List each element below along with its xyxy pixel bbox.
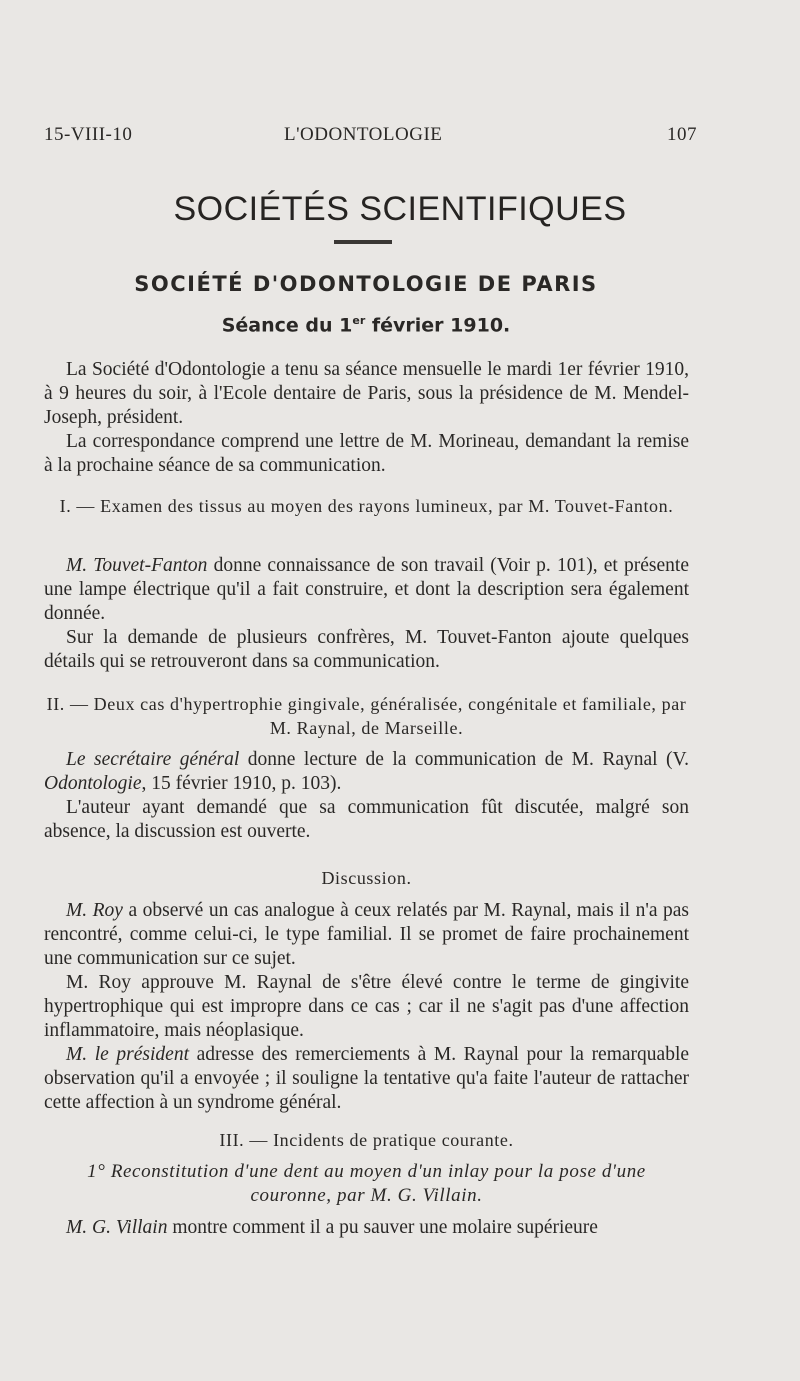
speaker-name: M. le président <box>66 1044 189 1065</box>
journal-title: L'ODONTOLOGIE <box>284 124 443 145</box>
speaker-name: M. G. Villain <box>66 1217 168 1238</box>
heading-1: I. — Examen des tissus au moyen des rayons lumineux, par M. Touvet-Fanton. <box>59 496 674 516</box>
heading-3: III. — Incidents de pratique courante. <box>219 1130 514 1150</box>
issue-date: 15-VIII-10 <box>44 124 133 145</box>
speaker-name: M. Touvet-Fanton <box>66 555 208 576</box>
section-title: SOCIÉTÉS SCIENTIFIQUES <box>173 190 627 228</box>
speaker-name: M. Roy <box>66 900 123 921</box>
page-number: 107 <box>667 124 697 145</box>
heading-discussion: Discussion. <box>321 868 412 888</box>
paragraph: Le secrétaire général donne lecture de la communication de M. Raynal (V. Odontologie, 15 février 1910, p. 103). L'auteur ayant demandé que sa communication fût discutée, malgré son absence, la discussion est ouverte. <box>44 749 689 842</box>
paragraph: La Société d'Odontologie a tenu sa séance mensuelle le mardi 1er février 1910, à 9 heures du soir, à l'Ecole dentaire de Paris, sous la présidence de M. Mendel-Joseph, président. La correspondance comprend une lettre de M. Morineau, demandant la remise à la prochaine séance de sa communication. <box>44 359 689 476</box>
paragraph: M. Roy a observé un cas analogue à ceux relatés par M. Raynal, mais il n'a pas rencontré, comme celui-ci, le type familial. Il se promet de faire prochainement une communication sur ce sujet. M. Roy approuve M. Raynal de s'être élevé contre le terme de gingivite hypertrophique qui est impropre dans ce cas ; car il ne s'agit pas d'une affection inflammatoire, mais néoplasique. M. le président adresse des remerciements à M. Raynal pour la remarquable observation qu'il a envoyée ; il souligne la tentative qu'a faite l'auteur de rattacher cette affection à un syndrome général. <box>44 900 690 1113</box>
heading-2: II. — Deux cas d'hypertrophie gingivale, généralisée, congénitale et familiale, par M. Raynal, de Marseille. <box>46 694 687 738</box>
society-name: SOCIÉTÉ D'ODONTOLOGIE DE PARIS <box>134 272 598 296</box>
title-rule <box>334 240 392 244</box>
paragraph: M. G. Villain montre comment il a pu sauver une molaire supérieure <box>66 1217 598 1238</box>
subheading: 1° Reconstitution d'une dent au moyen d'un inlay pour la pose d'une couronne, par M. G. Villain. <box>87 1161 646 1206</box>
session-date: Séance du 1er février 1910. <box>221 314 511 337</box>
paragraph: M. Touvet-Fanton donne connaissance de son travail (Voir p. 101), et présente une lampe électrique qu'il a fait construire, et dont la description sera également donnée. Sur la demande de plusieurs confrères, M. Touvet-Fanton ajoute quelques détails qui se retrouveront dans sa communication. <box>44 555 689 672</box>
speaker-name: Le secrétaire général <box>66 749 240 770</box>
